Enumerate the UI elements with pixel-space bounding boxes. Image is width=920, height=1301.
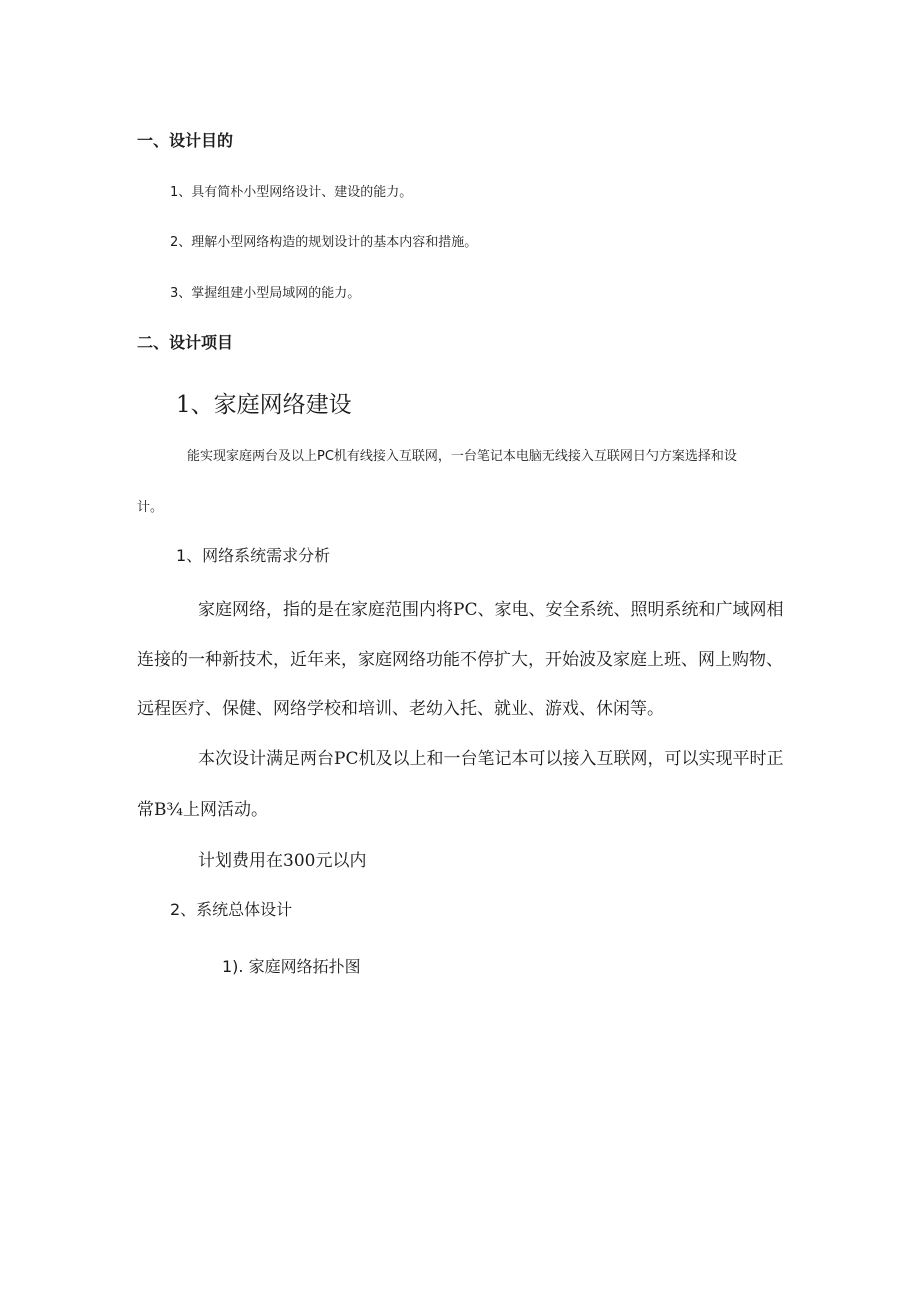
project-intro-line-2: 计。 [137,500,164,515]
budget-para: 计划费用在300元以内 [198,851,367,871]
section-heading-design-project: 二、设计项目 [137,333,234,352]
scope-para-line-1: 本次设计满足两台PC机及以上和一台笔记本可以接入互联网，可以实现平时正 [198,749,784,769]
section-heading-design-purpose: 一、设计目的 [137,131,234,150]
purpose-item-2: 2、理解小型网络构造的规划设计的基本内容和措施。 [170,235,478,250]
requirements-para-line-1: 家庭网络，指的是在家庭范围内将PC、家电、安全系统、照明系统和广域网相 [198,600,784,620]
project-title: 1、家庭网络建设 [176,392,352,418]
purpose-item-3: 3、掌握组建小型局域网的能力。 [170,286,361,301]
subsection-heading-overall-design: 2、系统总体设计 [170,900,293,919]
requirements-para-line-3: 远程医疗、保健、网络学校和培训、老幼入托、就业、游戏、休闲等。 [137,699,664,719]
subsection-heading-requirements: 1、网络系统需求分析 [176,546,331,565]
topology-item: 1). 家庭网络拓扑图 [222,957,361,976]
project-intro-line-1: 能实现家庭两台及以上PC机有线接入互联网，一台笔记本电脑无线接入互联网日勺方案选择和设 [187,449,737,464]
requirements-para-line-2: 连接的一种新技术，近年来，家庭网络功能不停扩大，开始波及家庭上班、网上购物、 [137,650,783,670]
scope-para-line-2: 常B¾上网活动。 [137,800,268,820]
purpose-item-1: 1、具有简朴小型网络设计、建设的能力。 [170,185,413,200]
